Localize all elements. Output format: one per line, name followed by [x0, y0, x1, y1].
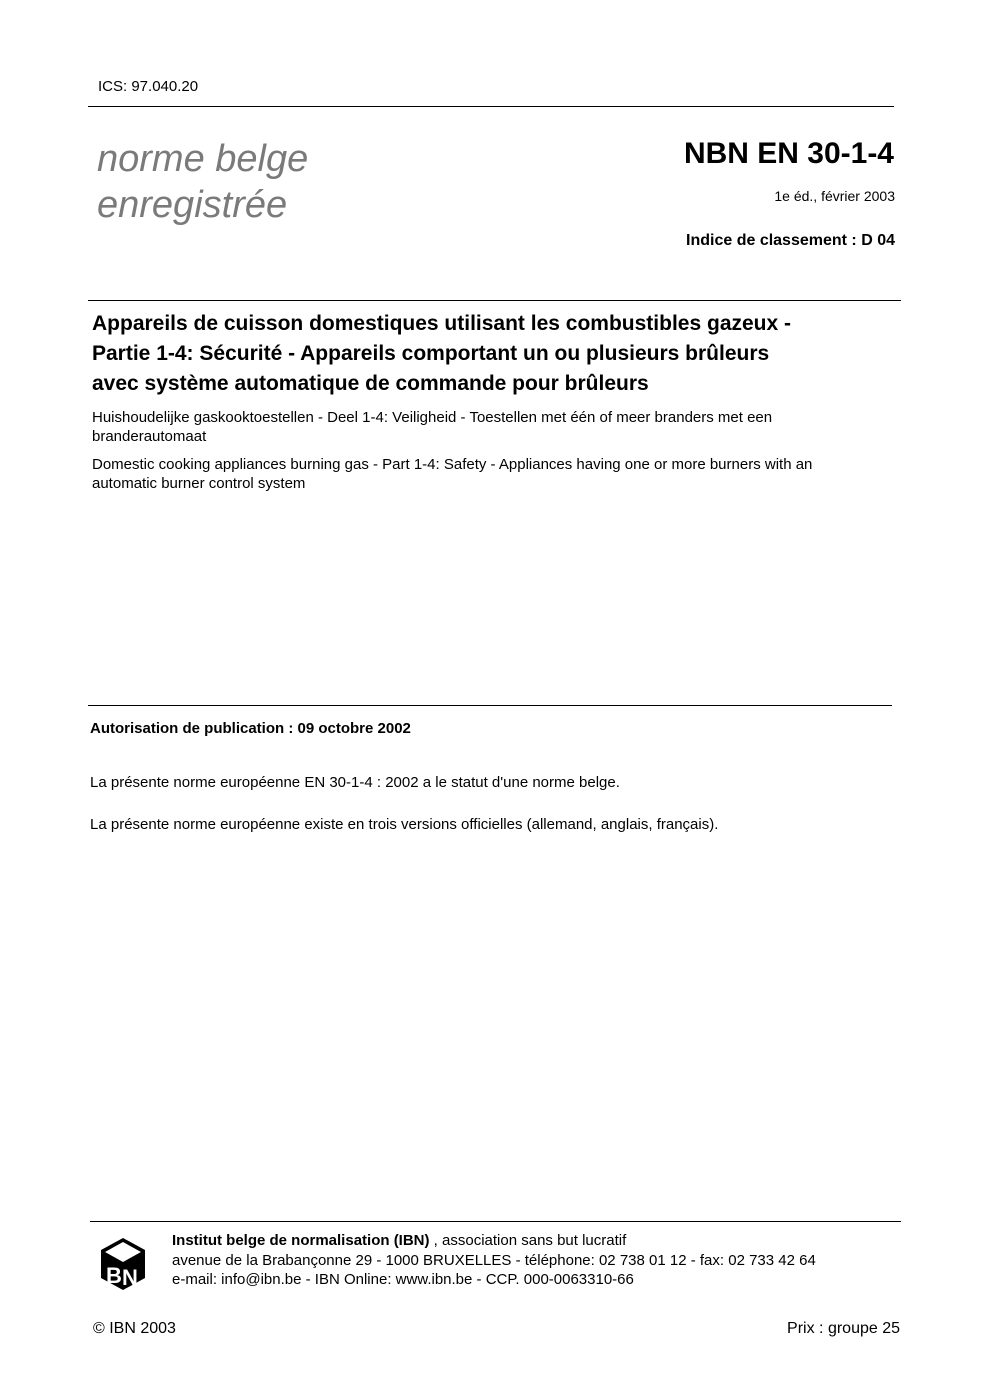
title-french-line: Appareils de cuisson domestiques utilisant les combustibles gazeux - — [92, 312, 792, 335]
edition-date: 1e éd., février 2003 — [774, 188, 895, 204]
title-english-line: Domestic cooking appliances burning gas - Part 1-4: Safety - Appliances having one or more burners with an — [92, 456, 813, 473]
svg-text:N: N — [122, 1265, 138, 1290]
standard-number: NBN EN 30-1-4 — [683, 137, 894, 170]
title-dutch-line: branderautomaat — [92, 428, 207, 445]
ics-code: ICS: 97.040.20 — [98, 78, 199, 95]
price-group: Prix : groupe 25 — [787, 1320, 900, 1337]
institute-name: Institut belge de normalisation (IBN) — [172, 1232, 430, 1249]
header-divider — [88, 106, 894, 107]
institute-suffix: , association sans but lucratif — [429, 1232, 627, 1249]
title-english-line: automatic burner control system — [92, 475, 306, 492]
title-french-line: Partie 1-4: Sécurité - Appareils comportant un ou plusieurs brûleurs — [92, 342, 770, 365]
brand-title-line1: norme belge — [97, 138, 309, 180]
versions-paragraph: La présente norme européenne existe en trois versions officielles (allemand, anglais, français). — [90, 816, 719, 833]
status-paragraph: La présente norme européenne EN 30-1-4 : 2002 a le statut d'une norme belge. — [90, 774, 620, 791]
body-divider — [88, 705, 892, 706]
publication-authorization: Autorisation de publication : 09 octobre 2002 — [90, 720, 411, 737]
title-divider — [88, 300, 901, 301]
brand-title-line2: enregistrée — [97, 184, 288, 226]
title-dutch-line: Huishoudelijke gaskooktoestellen - Deel 1-4: Veiligheid - Toestellen met één of meer branders met een — [92, 409, 773, 426]
institute-address: avenue de la Brabançonne 29 - 1000 BRUXELLES - téléphone: 02 738 01 12 - fax: 02 733 42 64 — [172, 1252, 816, 1269]
svg-text:B: B — [106, 1263, 122, 1288]
ibn-logo-icon — [98, 1236, 148, 1292]
classification-index: Indice de classement : D 04 — [686, 232, 895, 249]
institute-contact: e-mail: info@ibn.be - IBN Online: www.ibn.be - CCP. 000-0063310-66 — [172, 1271, 634, 1288]
copyright-notice: © IBN 2003 — [93, 1320, 176, 1337]
footer-divider — [90, 1221, 901, 1222]
institute-line — [172, 1232, 626, 1249]
title-french-line: avec système automatique de commande pour brûleurs — [92, 372, 649, 395]
